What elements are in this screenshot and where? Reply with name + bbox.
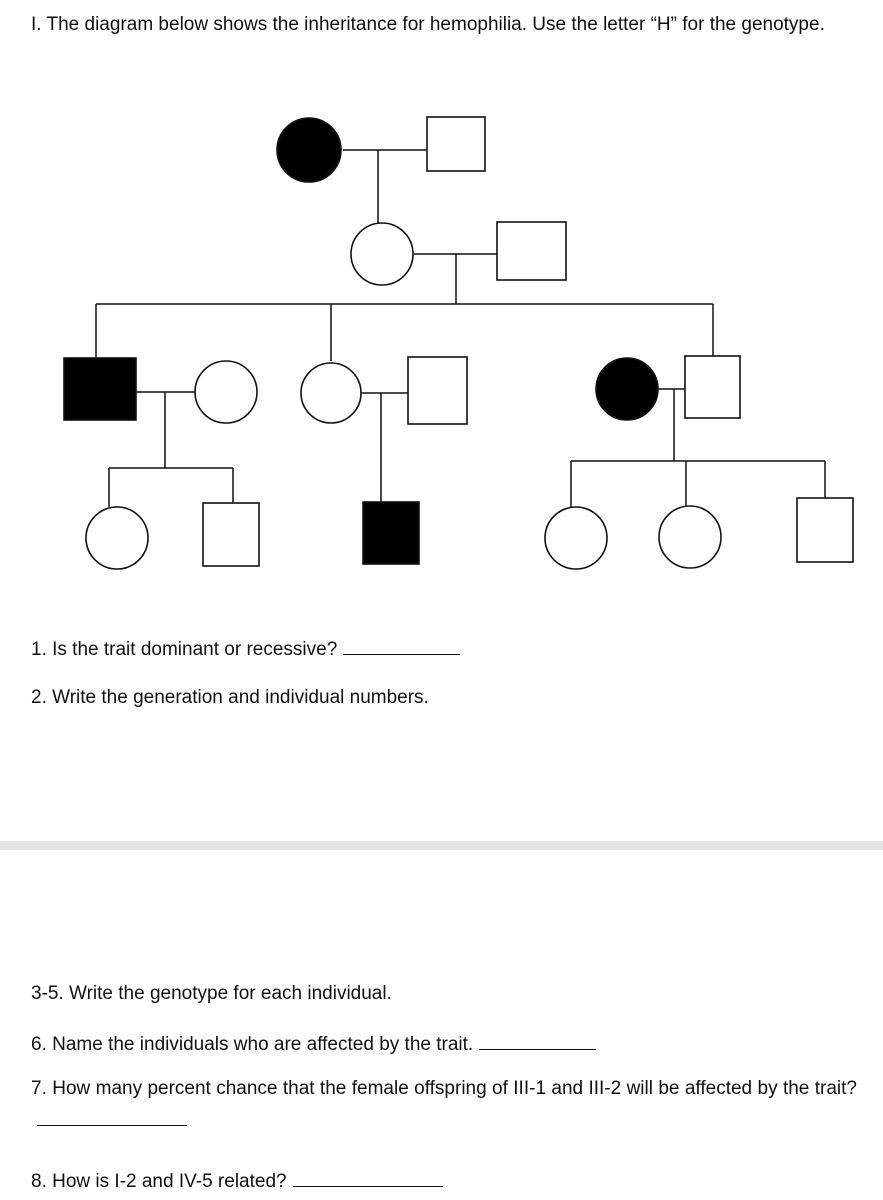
gen3-male-3: [685, 356, 740, 418]
question-1: [31, 637, 460, 661]
gen2-female: [351, 223, 413, 285]
gen4-male-1: [203, 503, 259, 566]
question-2: 2. Write the generation and individual numbers.: [31, 687, 429, 708]
intro-text: I. The diagram below shows the inheritance for hemophilia. Use the letter “H” for the genotype.: [31, 14, 825, 35]
pedigree-symbols: [64, 117, 853, 569]
pedigree-lines: [96, 150, 825, 507]
question-6: [31, 1032, 596, 1056]
question-8: [31, 1169, 443, 1193]
gen1-male: [427, 117, 485, 171]
gen1-female-affected: [277, 118, 341, 182]
question-7-text: 7. How many percent chance that the female offspring of III-1 and III-2 will be affected by the trait?: [31, 1078, 857, 1099]
question-1-text: 1. Is the trait dominant or recessive?: [31, 639, 338, 660]
question-3-5: 3-5. Write the genotype for each individual.: [31, 983, 392, 1004]
answer-blank-6[interactable]: [479, 1032, 596, 1050]
gen4-female-2: [545, 507, 607, 569]
gen4-male-3: [797, 498, 853, 562]
gen3-male-1-affected: [64, 358, 136, 420]
gen3-female-3-affected: [596, 358, 658, 420]
question-6-text: 6. Name the individuals who are affected by the trait.: [31, 1034, 474, 1055]
gen4-female-1: [86, 507, 148, 569]
gen4-female-3: [659, 506, 721, 568]
gen3-male-2: [408, 357, 467, 424]
question-7: [31, 1073, 857, 1137]
answer-blank-8[interactable]: [293, 1169, 443, 1187]
question-8-text: 8. How is I-2 and IV-5 related?: [31, 1171, 287, 1192]
gen3-female-1: [195, 361, 257, 423]
gen4-male-2-affected: [363, 502, 419, 564]
gen3-female-2: [301, 363, 361, 423]
answer-blank-7[interactable]: [37, 1108, 187, 1126]
page-divider: [0, 841, 883, 850]
gen2-male: [497, 222, 566, 280]
answer-blank-1[interactable]: [343, 637, 460, 655]
